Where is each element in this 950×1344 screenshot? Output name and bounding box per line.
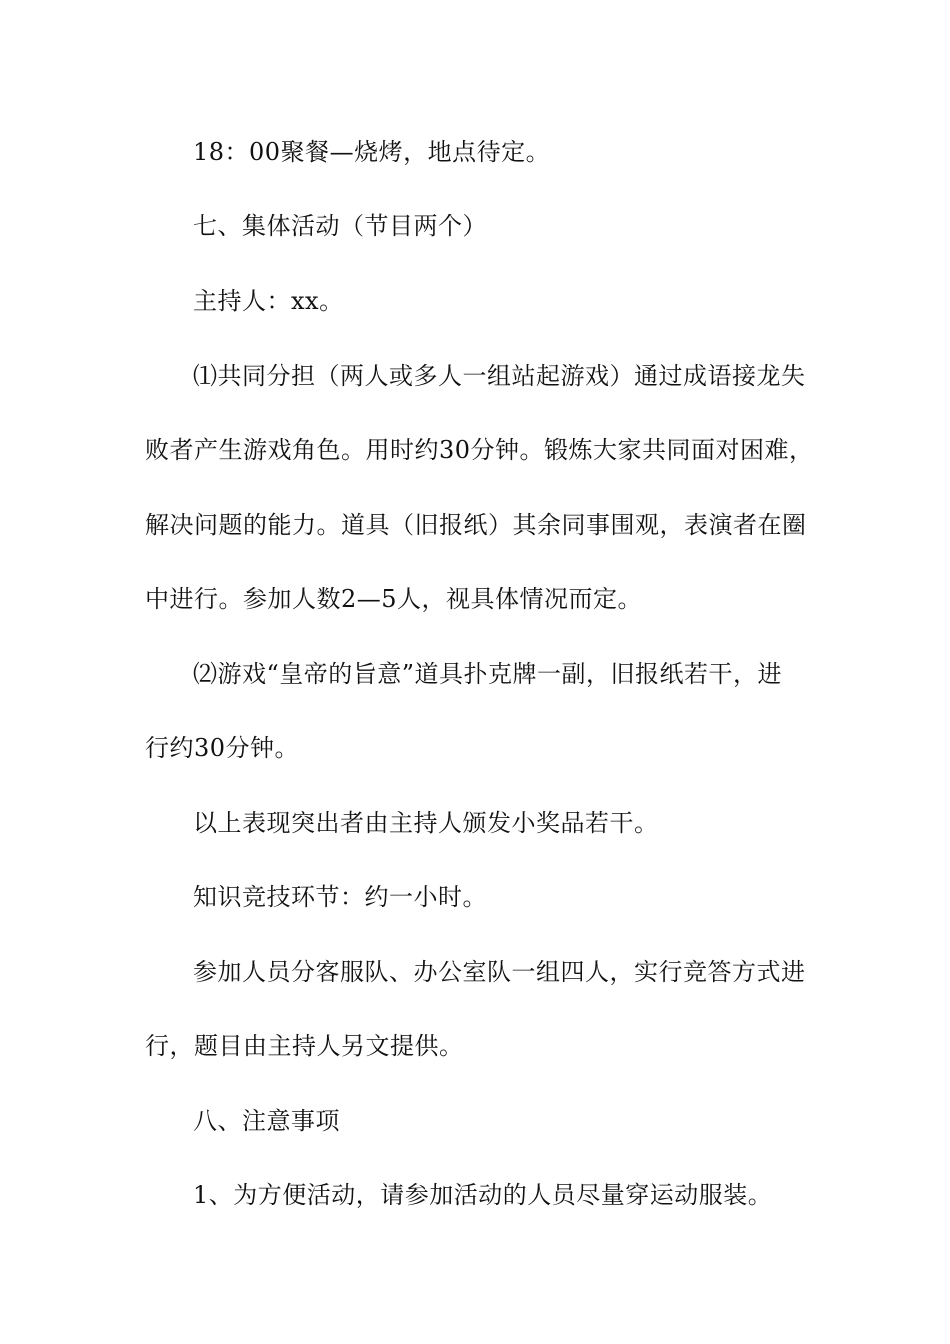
- game-two-line-2: 行约30分钟。: [145, 734, 300, 762]
- game-two-line-1: ⑵游戏“皇帝的旨意”道具扑克牌一副，旧报纸若干，进: [193, 660, 783, 688]
- game-one-line-4: 中进行。参加人数2—5人，视具体情况而定。: [145, 585, 643, 613]
- game-one-line-3: 解决问题的能力。道具（旧报纸）其余同事围观，表演者在圈: [145, 511, 807, 539]
- dinner-schedule-line: 18：00聚餐—烧烤，地点待定。: [193, 138, 551, 166]
- host-line: 主持人：xx。: [193, 287, 344, 315]
- prize-line: 以上表现突出者由主持人颁发小奖品若干。: [193, 809, 659, 837]
- quiz-teams-line-2: 行，题目由主持人另文提供。: [145, 1032, 464, 1060]
- notice-item-1: 1、为方便活动，请参加活动的人员尽量穿运动服装。: [193, 1181, 773, 1209]
- section-seven-heading: 七、集体活动（节目两个）: [193, 212, 487, 240]
- game-one-line-2: 败者产生游戏角色。用时约30分钟。锻炼大家共同面对困难，: [145, 436, 814, 464]
- game-one-line-1: ⑴共同分担（两人或多人一组站起游戏）通过成语接龙失: [193, 362, 806, 390]
- quiz-teams-line-1: 参加人员分客服队、办公室队一组四人，实行竞答方式进: [193, 958, 806, 986]
- quiz-duration-line: 知识竞技环节：约一小时。: [193, 883, 487, 911]
- section-eight-heading: 八、注意事项: [193, 1107, 340, 1135]
